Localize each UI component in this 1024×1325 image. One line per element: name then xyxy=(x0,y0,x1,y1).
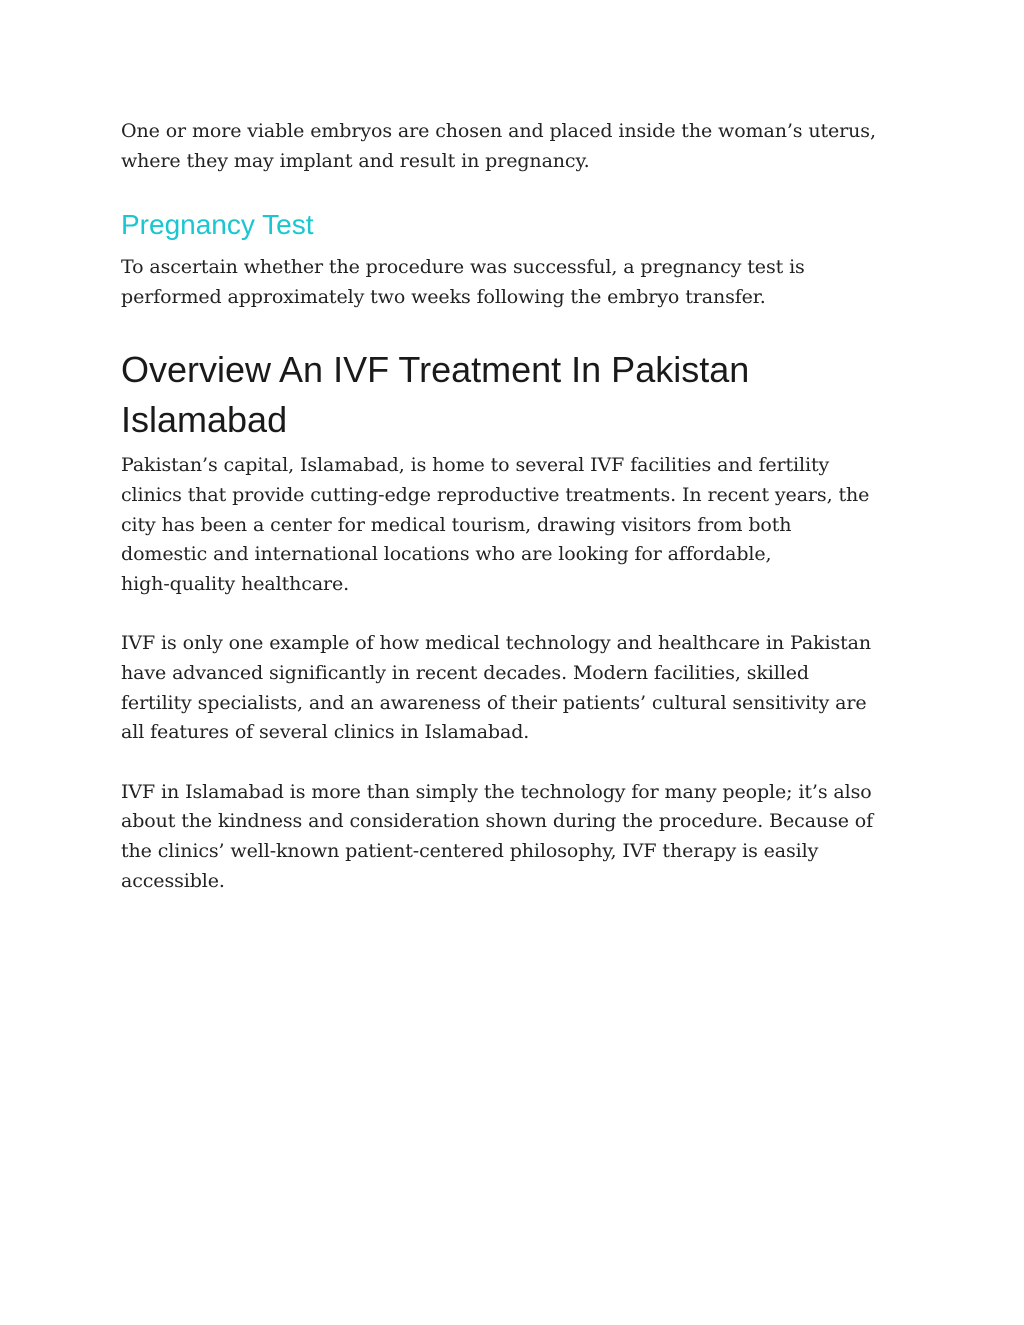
intro-line: where they may implant and result in pregnancy. xyxy=(121,149,590,172)
overview-para-2-line: have advanced significantly in recent decades. Modern facilities, skilled xyxy=(121,661,809,684)
overview-para-1-line: Pakistan’s capital, Islamabad, is home to several IVF facilities and fertility xyxy=(121,454,830,477)
overview-heading-line: Overview An IVF Treatment In Pakistan xyxy=(121,349,750,391)
overview-heading-line: Islamabad xyxy=(121,399,288,441)
intro-line: One or more viable embryos are chosen and placed inside the woman’s uterus, xyxy=(121,120,876,142)
overview-para-2-line: all features of several clinics in Islamabad. xyxy=(121,721,530,744)
overview-para-3-line: the clinics’ well-known patient-centered philosophy, IVF therapy is easily xyxy=(121,839,819,862)
overview-para-1-line: high-quality healthcare. xyxy=(121,572,350,595)
document-content xyxy=(121,117,921,896)
overview-para-3-line: IVF in Islamabad is more than simply the technology for many people; it’s also xyxy=(121,780,872,803)
overview-heading xyxy=(121,345,921,445)
pregnancy-test-heading: Pregnancy Test xyxy=(121,209,314,241)
overview-para-2-line: IVF is only one example of how medical technology and healthcare in Pakistan xyxy=(121,632,871,655)
overview-para-1-line: city has been a center for medical tourism, drawing visitors from both xyxy=(121,513,792,536)
overview-paragraph-2 xyxy=(121,629,921,747)
overview-para-3-line: about the kindness and consideration shown during the procedure. Because of xyxy=(121,810,874,833)
pregnancy-test-line: To ascertain whether the procedure was successful, a pregnancy test is xyxy=(121,256,805,279)
overview-para-2-line: fertility specialists, and an awareness of their patients’ cultural sensitivity are xyxy=(121,691,867,714)
overview-paragraph-3 xyxy=(121,778,921,896)
intro-paragraph xyxy=(121,117,921,176)
pregnancy-test-line: performed approximately two weeks following the embryo transfer. xyxy=(121,285,766,308)
pregnancy-test-paragraph xyxy=(121,253,921,312)
overview-paragraph-1 xyxy=(121,451,921,599)
overview-para-1-line: domestic and international locations who are looking for affordable, xyxy=(121,543,772,566)
overview-para-3-line: accessible. xyxy=(121,869,225,892)
overview-para-1-line: clinics that provide cutting-edge reproductive treatments. In recent years, the xyxy=(121,483,870,506)
